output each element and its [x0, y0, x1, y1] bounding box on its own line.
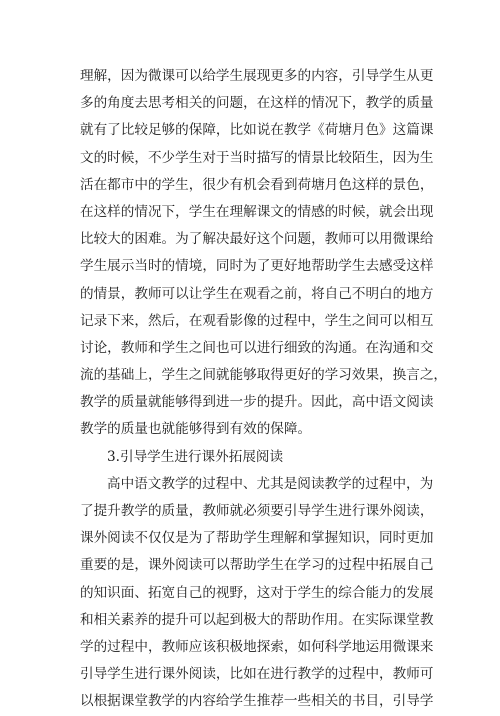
- paragraph-line: 多的角度去思考相关的问题，在这样的情况下，教学的质量: [80, 95, 434, 112]
- section-heading: 3.引导学生进行课外拓展阅读: [107, 448, 284, 465]
- paragraph-line: 讨论，教师和学生之间也可以进行细致的沟通。在沟通和交: [80, 339, 434, 356]
- paragraph-line: 重要的是，课外阅读可以帮助学生在学习的过程中拓展自己: [80, 557, 434, 574]
- paragraph-line: 以根据课堂教学的内容给学生推荐一些相关的书目，引导学: [80, 693, 434, 710]
- paragraph-line: 教学的质量也就能够得到有效的保障。: [80, 421, 312, 438]
- paragraph-1: [80, 63, 448, 444]
- paragraph-line: 比较大的困难。为了解决最好这个问题，教师可以用微课给: [80, 231, 434, 248]
- paragraph-line: 流的基础上，学生之间就能够取得更好的学习效果，换言之，: [80, 367, 448, 384]
- paragraph-line: 文的时候，不少学生对于当时描写的情景比较陌生，因为生: [80, 149, 434, 166]
- paragraph-line: 了提升教学的质量，教师就必须要引导学生进行课外阅读，: [80, 503, 434, 519]
- paragraph-line: 的知识面、拓宽自己的视野，这对于学生的综合能力的发展: [80, 584, 434, 601]
- paragraph-line: 就有了比较足够的保障，比如说在教学《荷塘月色》这篇课: [80, 122, 434, 139]
- paragraph-line: 学生展示当时的情境，同时为了更好地帮助学生去感受这样: [80, 258, 434, 275]
- paragraph-line: 教学的质量就能够得到进一步的提升。因此，高中语文阅读: [80, 394, 434, 411]
- paragraph-line: 在这样的情况下，学生在理解课文的情感的时候，就会出现: [80, 203, 434, 220]
- paragraph-line: 理解，因为微课可以给学生展现更多的内容，引导学生从更: [80, 68, 434, 84]
- paragraph-line: 记录下来，然后，在观看影像的过程中，学生之间可以相互: [80, 312, 434, 329]
- paragraph-2: [80, 471, 432, 716]
- paragraph-line: 课外阅读不仅仅是为了帮助学生理解和掌握知识，同时更加: [80, 530, 434, 547]
- paragraph-line: 高中语文教学的过程中、尤其是阅读教学的过程中，为: [107, 475, 434, 492]
- document-body: [80, 63, 448, 716]
- paragraph-line: 和相关素养的提升可以起到极大的帮助作用。在实际课堂教: [80, 611, 434, 628]
- paragraph-line: 学的过程中，教师应该积极地探索，如何科学地运用微课来: [80, 638, 434, 655]
- paragraph-line: 的情景，教师可以让学生在观看之前，将自己不明白的地方: [80, 285, 434, 302]
- paragraph-line: 引导学生进行课外阅读，比如在进行教学的过程中，教师可: [80, 666, 434, 683]
- paragraph-line: 活在都市中的学生，很少有机会看到荷塘月色这样的景色，: [80, 176, 434, 193]
